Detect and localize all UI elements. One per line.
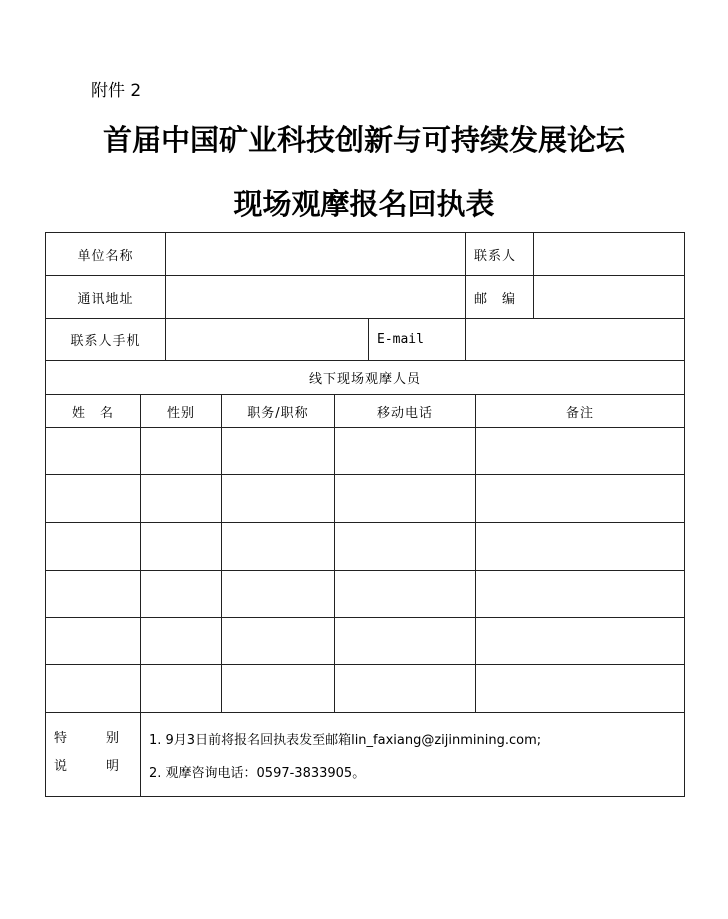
table-row-cell[interactable]	[46, 618, 141, 665]
notes-content	[141, 713, 684, 796]
form-title: 首届中国矿业科技创新与可持续发展论坛	[102, 123, 625, 157]
column-header-title: 职务/职称	[222, 395, 335, 428]
table-row-cell[interactable]	[141, 428, 222, 475]
table-row-cell[interactable]	[141, 475, 222, 523]
table-row-cell[interactable]	[476, 665, 684, 713]
table-row-cell[interactable]	[335, 428, 476, 475]
unit-name-field[interactable]	[166, 233, 466, 276]
table-row-cell[interactable]	[141, 523, 222, 571]
column-header-gender: 性别	[141, 395, 222, 428]
column-header-remarks: 备注	[476, 395, 684, 428]
table-row-cell[interactable]	[476, 428, 684, 475]
column-header-name: 姓 名	[46, 395, 141, 428]
table-row-cell[interactable]	[222, 618, 335, 665]
notes-label	[46, 713, 141, 796]
email-label: E-mail	[369, 319, 466, 361]
notes-label-char: 说	[54, 758, 69, 774]
postcode-label: 邮 编	[466, 276, 534, 319]
table-row-cell[interactable]	[141, 571, 222, 618]
table-row-cell[interactable]	[476, 523, 684, 571]
table-row-cell[interactable]	[222, 571, 335, 618]
contact-person-label: 联系人	[466, 233, 534, 276]
unit-name-label: 单位名称	[46, 233, 166, 276]
column-header-phone: 移动电话	[335, 395, 476, 428]
notes-label-char: 明	[105, 758, 120, 774]
table-row-cell[interactable]	[335, 665, 476, 713]
table-row-cell[interactable]	[222, 428, 335, 475]
table-row-cell[interactable]	[335, 618, 476, 665]
mobile-field[interactable]	[166, 319, 369, 361]
table-row-cell[interactable]	[335, 571, 476, 618]
registration-form-table	[45, 232, 685, 797]
section-title: 线下现场观摩人员	[46, 361, 684, 395]
notes-label-char: 别	[105, 731, 120, 747]
table-row-cell[interactable]	[476, 618, 684, 665]
postcode-field[interactable]	[534, 276, 684, 319]
address-label: 通讯地址	[46, 276, 166, 319]
note-item: 2. 观摩咨询电话：0597-3833905。	[149, 765, 366, 781]
table-row-cell[interactable]	[46, 428, 141, 475]
contact-person-field[interactable]	[534, 233, 684, 276]
table-row-cell[interactable]	[222, 523, 335, 571]
table-row-cell[interactable]	[335, 475, 476, 523]
table-row-cell[interactable]	[476, 475, 684, 523]
note-item: 1. 9月3日前将报名回执表发至邮箱lin_faxiang@zijinmining.com;	[149, 732, 542, 748]
table-row-cell[interactable]	[141, 665, 222, 713]
table-row-cell[interactable]	[46, 665, 141, 713]
table-row-cell[interactable]	[335, 523, 476, 571]
table-row-cell[interactable]	[222, 475, 335, 523]
table-row-cell[interactable]	[222, 665, 335, 713]
table-row-cell[interactable]	[46, 571, 141, 618]
table-row-cell[interactable]	[476, 571, 684, 618]
email-field[interactable]	[466, 319, 684, 361]
table-row-cell[interactable]	[141, 618, 222, 665]
table-row-cell[interactable]	[46, 523, 141, 571]
address-field[interactable]	[166, 276, 466, 319]
mobile-label: 联系人手机	[46, 319, 166, 361]
attachment-label: 附件 2	[91, 81, 142, 101]
table-row-cell[interactable]	[46, 475, 141, 523]
form-subtitle: 现场观摩报名回执表	[233, 187, 495, 221]
notes-label-char: 特	[54, 731, 69, 747]
